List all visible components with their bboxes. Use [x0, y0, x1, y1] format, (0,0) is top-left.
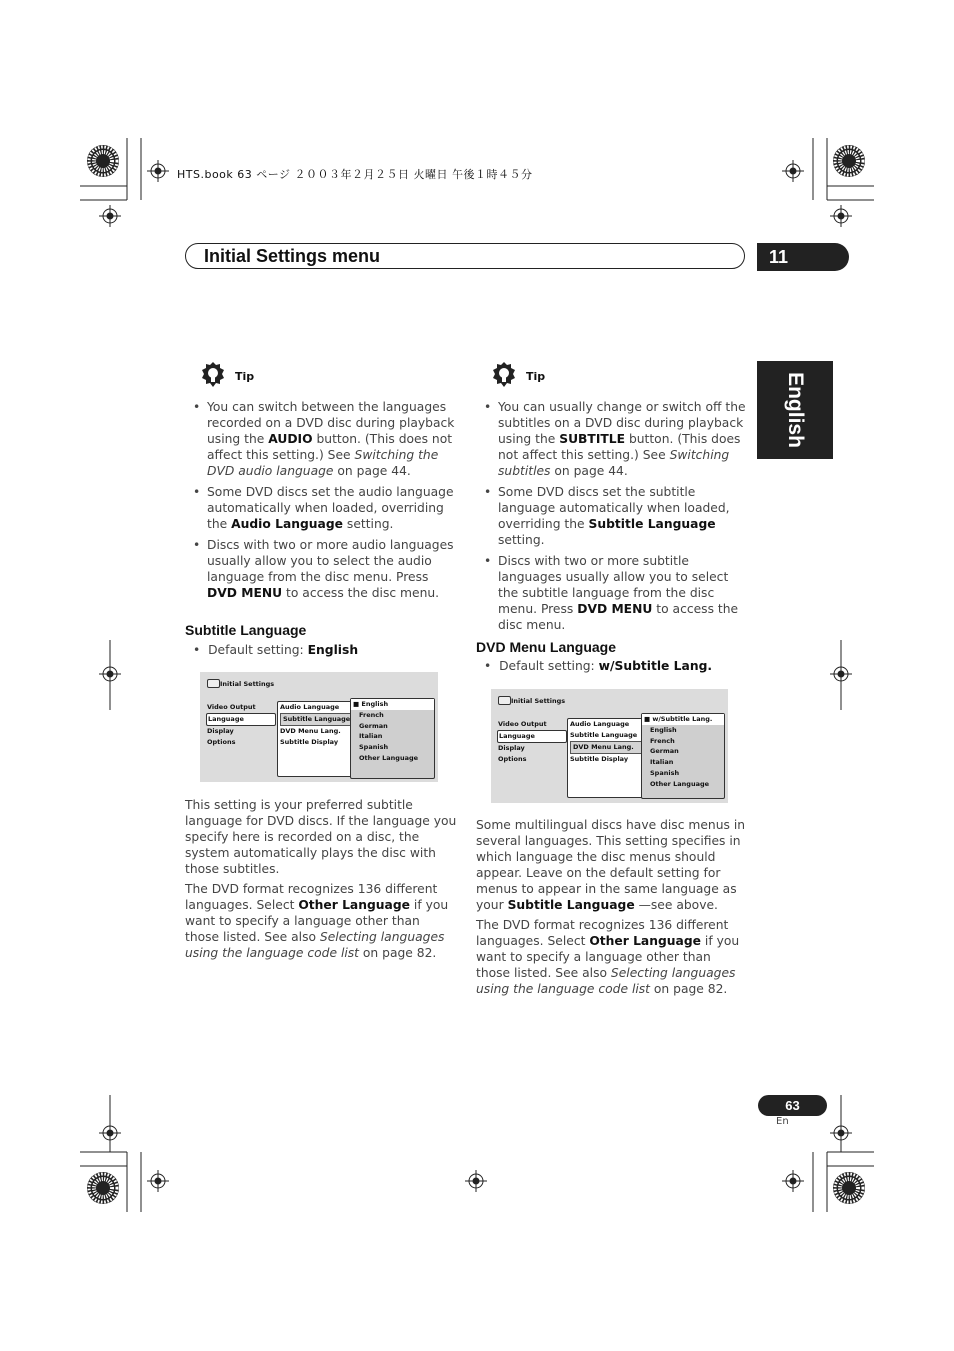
submenu-item: Audio Language: [280, 703, 340, 711]
settings-screen-mockup: [491, 689, 728, 803]
option: Other Language: [650, 779, 710, 788]
paragraph: Some multilingual discs have disc menus in several languages. This setting specifies in which language the disc menus should appear. Leave on the default setting for menus to appear in the same language as your Subtitle Language —see above.: [476, 818, 746, 912]
option: Spanish: [359, 743, 389, 752]
right-tip-list: [476, 399, 746, 638]
left-body: [185, 797, 457, 965]
list-item: • You can usually change or switch off the subtitles on a DVD disc during playback using the SUBTITLE button. (This does not affect this setting.) See Switching subtitles on page 44.: [476, 399, 746, 479]
option: Italian: [359, 732, 383, 741]
section-title: DVD Menu Language: [476, 639, 617, 655]
option: German: [359, 721, 388, 730]
chapter-number: 11: [757, 243, 849, 271]
section-title: Subtitle Language: [185, 622, 307, 638]
list-item: • You can switch between the languages recorded on a DVD disc during playback using the AUDIO button. (This does not affect this setting.) See Switching the DVD audio language on page 44.: [185, 399, 455, 479]
submenu-item: Subtitle Language: [570, 731, 638, 739]
menu-item: Display: [207, 727, 234, 735]
registration-mark-icon: [782, 1170, 804, 1192]
language-tab: [757, 361, 833, 459]
list-item: • Discs with two or more audio languages usually allow you to select the audio language from the disc menu. Press DVD MENU to access the disc menu.: [185, 537, 455, 601]
screen-submenu: [277, 701, 359, 777]
default-setting: • Default setting: English: [193, 643, 359, 657]
starburst-mark-icon: [832, 1171, 866, 1205]
screen-title: Initial Settings: [511, 697, 566, 705]
screen-options: [350, 698, 435, 779]
list-item: • Some DVD discs set the audio language automatically when loaded, overriding the Audio Language setting.: [185, 484, 455, 532]
option: French: [650, 736, 675, 745]
page-language-code: En: [776, 1116, 789, 1127]
option: English: [650, 725, 677, 734]
option: Italian: [650, 758, 674, 767]
registration-mark-icon: [147, 160, 169, 182]
screen-submenu: [567, 718, 649, 798]
screen-title: Initial Settings: [220, 680, 275, 688]
registration-mark-icon: [830, 663, 852, 685]
option: German: [650, 747, 679, 756]
page-title: Initial Settings menu: [204, 246, 381, 266]
registration-mark-icon: [147, 1170, 169, 1192]
print-line: HTS.book 63 ページ ２００３年２月２５日 火曜日 午後１時４５分: [177, 168, 533, 181]
menu-item: Options: [207, 738, 236, 746]
menu-item: Display: [498, 744, 525, 752]
tip-lightbulb-icon: [199, 361, 227, 389]
submenu-item: Audio Language: [570, 720, 630, 728]
tip-label: Tip: [526, 370, 546, 383]
paragraph: The DVD format recognizes 136 different languages. Select Other Language if you want to specify a language other than those listed. See also Selecting languages using the language code list on page 82.: [476, 918, 740, 996]
registration-mark-icon: [465, 1170, 487, 1192]
option: Spanish: [650, 768, 680, 777]
page-number: 63: [758, 1095, 827, 1116]
default-setting: • Default setting: w/Subtitle Lang.: [484, 659, 713, 673]
paragraph: The DVD format recognizes 136 different languages. Select Other Language if you want to specify a language other than those listed. See also Selecting languages using the language code list on page 82.: [185, 882, 449, 960]
option-current: ■ w/Subtitle Lang.: [642, 714, 724, 725]
submenu-item-selected: DVD Menu Lang.: [570, 741, 646, 754]
disc-icon: [207, 679, 220, 688]
menu-item: Video Output: [207, 703, 256, 711]
registration-mark-icon: [99, 205, 121, 227]
submenu-item: DVD Menu Lang.: [280, 727, 341, 735]
screen-menu: [206, 702, 276, 748]
option-current: ■ English: [351, 699, 434, 710]
screen-menu: [497, 719, 567, 765]
starburst-mark-icon: [832, 144, 866, 178]
starburst-mark-icon: [86, 144, 120, 178]
tip-label: Tip: [235, 370, 255, 383]
tip-lightbulb-icon: [490, 361, 518, 389]
submenu-item-selected: Subtitle Language: [280, 713, 356, 726]
language-tab-label: English: [784, 372, 807, 448]
left-tip-list: [185, 399, 455, 606]
menu-item-selected: Language: [206, 713, 276, 726]
menu-item-selected: Language: [497, 730, 567, 743]
registration-mark-icon: [99, 1122, 121, 1144]
settings-screen-mockup: [200, 672, 438, 782]
disc-icon: [498, 696, 511, 705]
registration-mark-icon: [830, 1122, 852, 1144]
submenu-item: Subtitle Display: [280, 738, 339, 746]
option: Other Language: [359, 753, 419, 762]
menu-item: Options: [498, 755, 527, 763]
right-body: [476, 817, 746, 1001]
submenu-item: Subtitle Display: [570, 755, 629, 763]
screen-options: [641, 713, 725, 799]
registration-mark-icon: [99, 663, 121, 685]
menu-item: Video Output: [498, 720, 547, 728]
option: French: [359, 710, 384, 719]
registration-mark-icon: [782, 160, 804, 182]
registration-mark-icon: [830, 205, 852, 227]
paragraph: This setting is your preferred subtitle language for DVD discs. If the language you specify here is recorded on a disc, the system automatically plays the disc with those subtitles.: [185, 798, 457, 876]
list-item: • Some DVD discs set the subtitle language automatically when loaded, overriding the Subtitle Language setting.: [476, 484, 746, 548]
list-item: • Discs with two or more subtitle languages usually allow you to select the subtitle language from the disc menu. Press DVD MENU to access the disc menu.: [476, 553, 746, 633]
starburst-mark-icon: [86, 1171, 120, 1205]
